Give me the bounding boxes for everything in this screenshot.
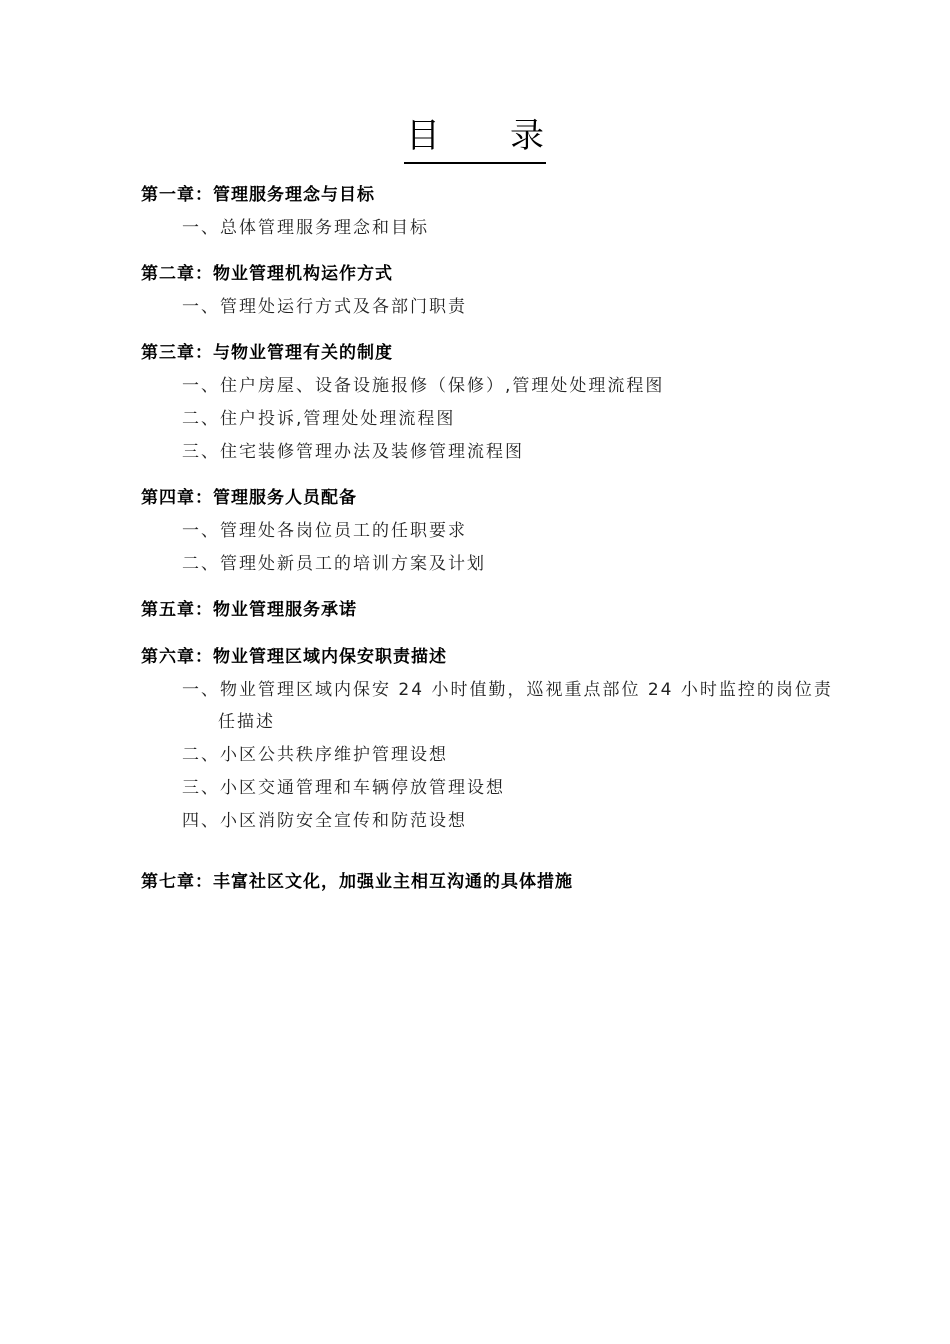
- toc-item-3-3[interactable]: 三、住宅装修管理办法及装修管理流程图: [182, 442, 524, 462]
- toc-item-6-1[interactable]: 一、物业管理区域内保安 24 小时值勤，巡视重点部位 24 小时监控的岗位责: [182, 680, 833, 700]
- toc-item-3-2[interactable]: 二、住户投诉,管理处处理流程图: [182, 409, 456, 429]
- toc-item-6-3[interactable]: 三、小区交通管理和车辆停放管理设想: [182, 778, 505, 798]
- toc-chapter-2[interactable]: 第二章：物业管理机构运作方式: [141, 264, 393, 284]
- toc-chapter-3[interactable]: 第三章：与物业管理有关的制度: [141, 343, 393, 363]
- toc-title-underlined: [404, 112, 546, 164]
- toc-item-2-1[interactable]: 一、管理处运行方式及各部门职责: [182, 297, 467, 317]
- toc-item-1-1[interactable]: 一、总体管理服务理念和目标: [182, 218, 429, 238]
- toc-chapter-7[interactable]: 第七章：丰富社区文化，加强业主相互沟通的具体措施: [141, 872, 573, 892]
- toc-item-6-1-continued[interactable]: 任描述: [218, 712, 275, 732]
- toc-item-6-2[interactable]: 二、小区公共秩序维护管理设想: [182, 745, 448, 765]
- toc-title: [0, 112, 950, 160]
- toc-chapter-6[interactable]: 第六章：物业管理区域内保安职责描述: [141, 647, 447, 667]
- toc-chapter-4[interactable]: 第四章：管理服务人员配备: [141, 488, 357, 508]
- toc-chapter-5[interactable]: 第五章：物业管理服务承诺: [141, 600, 357, 620]
- toc-item-4-2[interactable]: 二、管理处新员工的培训方案及计划: [182, 554, 486, 574]
- toc-title-char-2: 录: [510, 116, 544, 156]
- toc-item-6-4[interactable]: 四、小区消防安全宣传和防范设想: [182, 811, 467, 831]
- toc-title-char-1: 目: [406, 116, 440, 156]
- toc-item-4-1[interactable]: 一、管理处各岗位员工的任职要求: [182, 521, 467, 541]
- toc-item-3-1[interactable]: 一、住户房屋、设备设施报修（保修）,管理处处理流程图: [182, 376, 665, 396]
- toc-chapter-1[interactable]: 第一章：管理服务理念与目标: [141, 185, 375, 205]
